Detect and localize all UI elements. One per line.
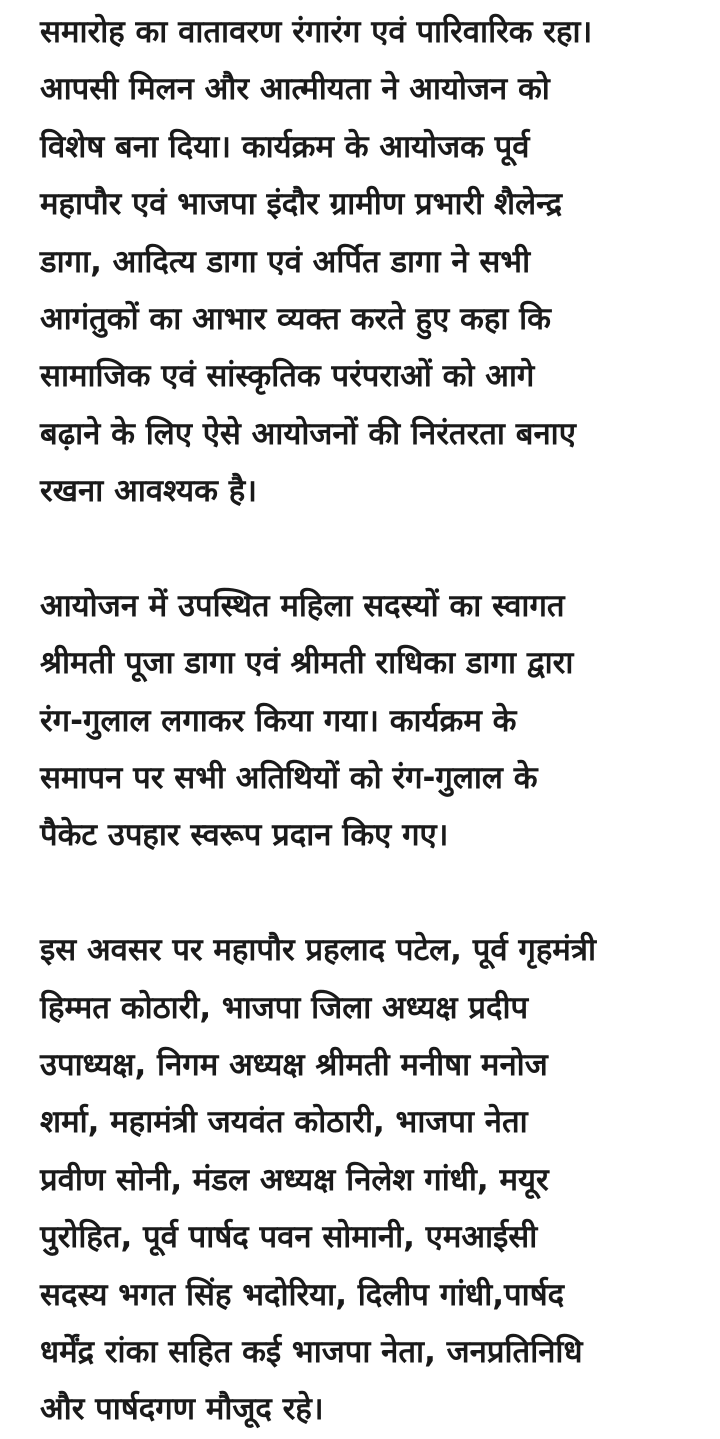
text-line: समारोह का वातावरण रंगारंग एवं पारिवारिक रहा। [40, 14, 593, 50]
text-line: आयोजन में उपस्थित महिला सदस्यों का स्वागत [40, 587, 565, 624]
text-line: उपाध्यक्ष, निगम अध्यक्ष श्रीमती मनीषा मनोज [40, 1047, 548, 1084]
text-line: धर्मेंद्र रांका सहित कई भाजपा नेता, जनप्रतिनिधि [40, 1333, 583, 1370]
text-line: आपसी मिलन और आत्मीयता ने आयोजन को [40, 71, 550, 108]
text-line: श्रीमती पूजा डागा एवं श्रीमती राधिका डागा द्वारा [40, 645, 574, 682]
text-line: विशेष बना दिया। कार्यक्रम के आयोजक पूर्व [40, 128, 530, 165]
text-line: सामाजिक एवं सांस्कृतिक परंपराओं को आगे [40, 358, 535, 395]
text-line: पैकेट उपहार स्वरूप प्रदान किए गए। [40, 817, 449, 854]
paragraph-1 [40, 4, 680, 521]
text-line: आगंतुकों का आभार व्यक्त करते हुए कहा कि [40, 300, 551, 337]
text-line: इस अवसर पर महापौर प्रहलाद पटेल, पूर्व गृहमंत्री [40, 932, 596, 969]
article-body [40, 4, 680, 1439]
text-line: सदस्य भगत सिंह भदोरिया, दिलीप गांधी,पार्षद [40, 1276, 565, 1313]
text-line: हिम्मत कोठारी, भाजपा जिला अध्यक्ष प्रदीप [40, 989, 529, 1026]
text-line: प्रवीण सोनी, मंडल अध्यक्ष निलेश गांधी, मयूर [40, 1161, 549, 1198]
text-line: रखना आवश्यक है। [40, 473, 257, 510]
paragraph-2 [40, 578, 680, 865]
text-line: शर्मा, महामंत्री जयवंत कोठारी, भाजपा नेता [40, 1104, 528, 1141]
text-line: और पार्षदगण मौजूद रहे। [40, 1391, 324, 1428]
text-line: पुरोहित, पूर्व पार्षद पवन सोमानी, एमआईसी [40, 1219, 538, 1256]
text-line: डागा, आदित्य डागा एवं अर्पित डागा ने सभी [40, 243, 531, 280]
text-line: रंग-गुलाल लगाकर किया गया। कार्यक्रम के [40, 702, 517, 739]
text-line: समापन पर सभी अतिथियों को रंग-गुलाल के [40, 760, 538, 797]
paragraph-3 [40, 922, 680, 1439]
text-line: महापौर एवं भाजपा इंदौर ग्रामीण प्रभारी शैलेन्द्र [40, 186, 563, 223]
text-line: बढ़ाने के लिए ऐसे आयोजनों की निरंतरता बनाए [40, 415, 576, 452]
